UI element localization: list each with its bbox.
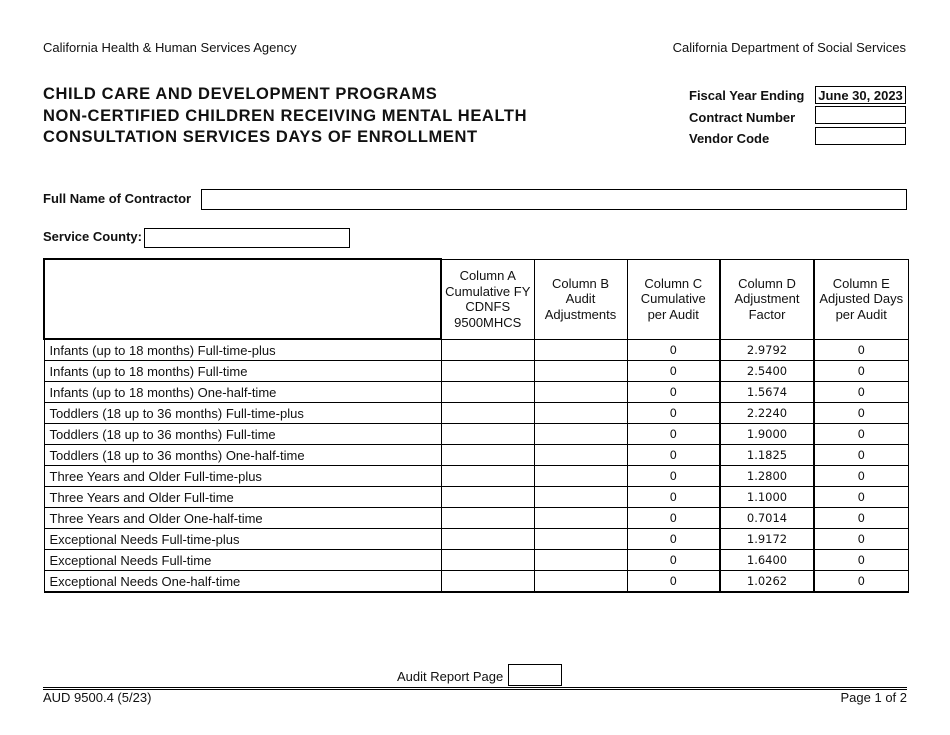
column-b-cell[interactable] — [534, 424, 627, 445]
row-label: Three Years and Older One-half-time — [44, 508, 441, 529]
column-b-cell[interactable] — [534, 466, 627, 487]
row-label: Exceptional Needs One-half-time — [44, 571, 441, 593]
column-b-cell[interactable] — [534, 529, 627, 550]
column-c-cell: 0 — [627, 445, 720, 466]
form-title-line-2: NON-CERTIFIED CHILDREN RECEIVING MENTAL HEALTH — [43, 106, 528, 125]
column-b-cell[interactable] — [534, 403, 627, 424]
column-d-cell: 1.0262 — [720, 571, 814, 593]
table-row — [44, 445, 908, 466]
row-label: Toddlers (18 up to 36 months) Full-time-plus — [44, 403, 441, 424]
table-row — [44, 424, 908, 445]
column-e-cell: 0 — [814, 339, 908, 361]
row-label: Infants (up to 18 months) Full-time — [44, 361, 441, 382]
column-d-cell: 0.7014 — [720, 508, 814, 529]
form-title-line-3: CONSULTATION SERVICES DAYS OF ENROLLMENT — [43, 128, 478, 146]
column-b-cell[interactable] — [534, 508, 627, 529]
column-e-cell: 0 — [814, 529, 908, 550]
column-a-cell[interactable] — [441, 466, 534, 487]
column-c-cell: 0 — [627, 339, 720, 361]
column-c-cell: 0 — [627, 424, 720, 445]
column-a-cell[interactable] — [441, 424, 534, 445]
column-a-cell[interactable] — [441, 550, 534, 571]
column-d-cell: 2.5400 — [720, 361, 814, 382]
table-row — [44, 466, 908, 487]
fiscal-year-label: Fiscal Year Ending — [689, 88, 805, 103]
column-b-cell[interactable] — [534, 487, 627, 508]
column-a-cell[interactable] — [441, 361, 534, 382]
column-d-cell: 1.6400 — [720, 550, 814, 571]
agency-name: California Health & Human Services Agency — [43, 40, 297, 55]
column-b-cell[interactable] — [534, 339, 627, 361]
row-label: Infants (up to 18 months) Full-time-plus — [44, 339, 441, 361]
department-name: California Department of Social Services — [672, 40, 906, 55]
column-d-cell: 1.9000 — [720, 424, 814, 445]
column-d-cell: 1.1000 — [720, 487, 814, 508]
column-d-cell: 1.2800 — [720, 466, 814, 487]
column-e-cell: 0 — [814, 550, 908, 571]
column-b-cell[interactable] — [534, 382, 627, 403]
column-a-header: Column A Cumulative FY CDNFS 9500MHCS — [441, 259, 534, 339]
column-b-cell[interactable] — [534, 361, 627, 382]
column-c-cell: 0 — [627, 382, 720, 403]
form-title-line-1: CHILD CARE AND DEVELOPMENT PROGRAMS — [43, 85, 438, 103]
service-county-label: Service County: — [43, 229, 142, 244]
column-a-cell[interactable] — [441, 487, 534, 508]
fiscal-year-field[interactable]: June 30, 2023 — [815, 86, 906, 104]
column-d-header: Column D Adjustment Factor — [720, 259, 814, 339]
column-c-cell: 0 — [627, 508, 720, 529]
column-a-cell[interactable] — [441, 403, 534, 424]
table-row — [44, 508, 908, 529]
header-blank-cell — [44, 259, 441, 339]
contractor-name-label: Full Name of Contractor — [43, 191, 192, 206]
column-e-cell: 0 — [814, 382, 908, 403]
column-c-cell: 0 — [627, 466, 720, 487]
column-a-cell[interactable] — [441, 445, 534, 466]
table-row — [44, 339, 908, 361]
table-row — [44, 382, 908, 403]
table-row — [44, 361, 908, 382]
column-a-cell[interactable] — [441, 508, 534, 529]
column-e-cell: 0 — [814, 508, 908, 529]
column-e-cell: 0 — [814, 445, 908, 466]
vendor-code-label: Vendor Code — [689, 131, 770, 146]
column-a-cell[interactable] — [441, 571, 534, 593]
column-a-cell[interactable] — [441, 382, 534, 403]
audit-report-page-field[interactable] — [508, 664, 562, 686]
column-d-cell: 2.9792 — [720, 339, 814, 361]
column-d-cell: 1.1825 — [720, 445, 814, 466]
contract-number-label: Contract Number — [689, 110, 796, 125]
column-a-cell[interactable] — [441, 529, 534, 550]
column-c-cell: 0 — [627, 487, 720, 508]
contractor-name-field[interactable] — [201, 189, 907, 210]
table-row — [44, 487, 908, 508]
form-title — [43, 84, 527, 149]
column-e-cell: 0 — [814, 571, 908, 593]
row-label: Three Years and Older Full-time — [44, 487, 441, 508]
footer-divider-bottom — [43, 689, 907, 690]
table-header-row — [44, 259, 908, 339]
column-c-cell: 0 — [627, 571, 720, 593]
table-row — [44, 550, 908, 571]
row-label: Infants (up to 18 months) One-half-time — [44, 382, 441, 403]
row-label: Exceptional Needs Full-time-plus — [44, 529, 441, 550]
row-label: Toddlers (18 up to 36 months) Full-time — [44, 424, 441, 445]
vendor-code-field[interactable] — [815, 127, 906, 145]
column-c-cell: 0 — [627, 361, 720, 382]
table-row — [44, 403, 908, 424]
column-d-cell: 2.2240 — [720, 403, 814, 424]
audit-report-page-label: Audit Report Page — [397, 669, 504, 684]
column-b-cell[interactable] — [534, 550, 627, 571]
column-e-cell: 0 — [814, 424, 908, 445]
column-e-cell: 0 — [814, 403, 908, 424]
column-e-header: Column E Adjusted Days per Audit — [814, 259, 908, 339]
column-e-cell: 0 — [814, 487, 908, 508]
contract-number-field[interactable] — [815, 106, 906, 124]
column-b-cell[interactable] — [534, 445, 627, 466]
column-e-cell: 0 — [814, 466, 908, 487]
service-county-field[interactable] — [144, 228, 350, 248]
footer-divider-top — [43, 687, 907, 688]
row-label: Exceptional Needs Full-time — [44, 550, 441, 571]
row-label: Three Years and Older Full-time-plus — [44, 466, 441, 487]
column-b-cell[interactable] — [534, 571, 627, 593]
column-d-cell: 1.9172 — [720, 529, 814, 550]
column-c-cell: 0 — [627, 529, 720, 550]
page-indicator: Page 1 of 2 — [840, 690, 907, 705]
form-number: AUD 9500.4 (5/23) — [43, 690, 152, 705]
column-c-cell: 0 — [627, 403, 720, 424]
column-e-cell: 0 — [814, 361, 908, 382]
column-c-cell: 0 — [627, 550, 720, 571]
table-row — [44, 529, 908, 550]
row-label: Toddlers (18 up to 36 months) One-half-time — [44, 445, 441, 466]
enrollment-table — [43, 258, 909, 593]
column-d-cell: 1.5674 — [720, 382, 814, 403]
table-row — [44, 571, 908, 593]
column-b-header: Column B Audit Adjustments — [534, 259, 627, 339]
column-c-header: Column C Cumulative per Audit — [627, 259, 720, 339]
column-a-cell[interactable] — [441, 339, 534, 361]
